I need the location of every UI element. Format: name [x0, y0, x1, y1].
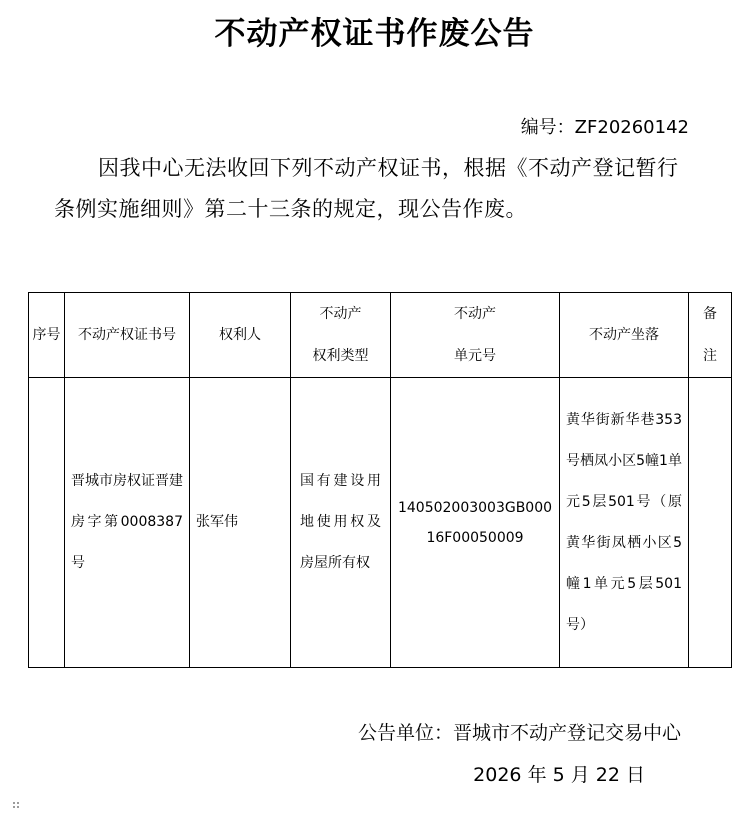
- header-location: 不动产坐落: [560, 293, 689, 378]
- page-title: 不动产权证书作废公告: [214, 16, 535, 52]
- issuing-unit: 公告单位：晋城市不动产登记交易中心: [357, 722, 681, 744]
- header-right-type-line2: 权利类型: [312, 348, 369, 364]
- cell-holder: 张军伟: [190, 378, 291, 668]
- cell-unit-no: 140502003003GB00016F00050009: [391, 378, 560, 668]
- document-number: 编号：ZF20260142: [520, 117, 689, 138]
- header-seq: 序号: [29, 293, 65, 378]
- cell-location: 黄华街新华巷353号栖凤小区5幢1单元5层501号（原黄华街凤栖小区5幢1单元5层501号）: [560, 378, 689, 668]
- header-holder: 权利人: [190, 293, 291, 378]
- cell-seq: [29, 378, 65, 668]
- notice-body: 因我中心无法收回下列不动产权证书，根据《不动产登记暂行条例实施细则》第二十三条的规定，现公告作废。: [54, 156, 679, 221]
- void-certificate-table: [28, 292, 732, 668]
- cell-right-type: 国有建设用地使用权及房屋所有权: [291, 378, 391, 668]
- header-remark: 备注: [689, 293, 732, 378]
- cell-cert-no: 晋城市房权证晋建房字第0008387号: [65, 378, 190, 668]
- header-unit-no-line2: 单元号: [454, 348, 496, 364]
- table-row: [29, 378, 732, 668]
- header-right-type: [291, 293, 391, 378]
- header-unit-no-line1: 不动产: [454, 306, 496, 322]
- header-right-type-line1: 不动产: [319, 306, 362, 322]
- issue-date: 2026 年 5 月 22 日: [473, 764, 645, 786]
- header-cert-no: 不动产权证书号: [65, 293, 190, 378]
- grip-dots-icon: [12, 800, 20, 810]
- table-header-row: [29, 293, 732, 378]
- header-unit-no: [391, 293, 560, 378]
- cell-remark: [689, 378, 732, 668]
